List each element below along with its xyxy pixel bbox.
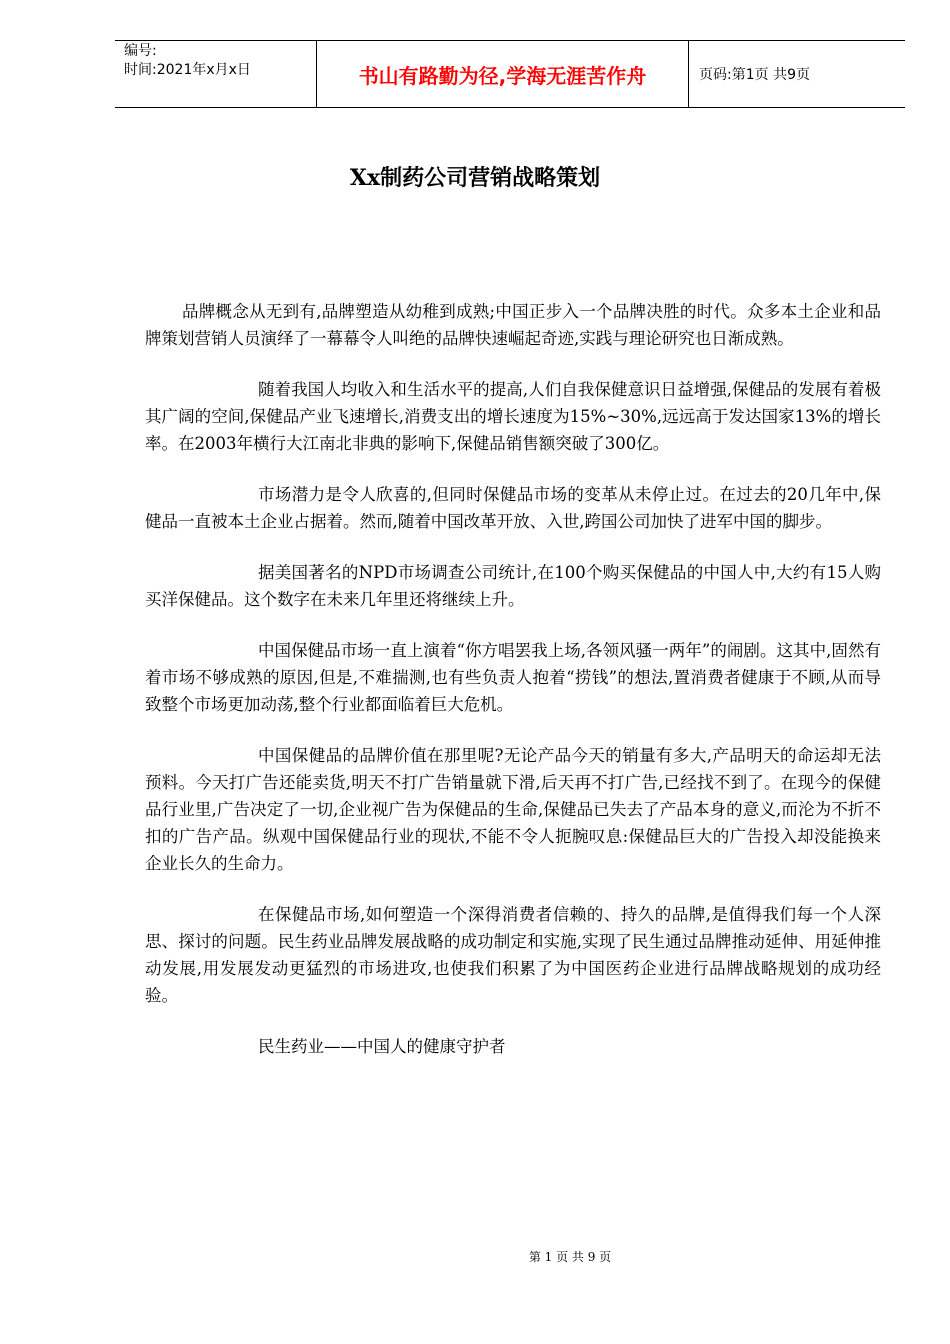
paragraph: 品牌概念从无到有,品牌塑造从幼稚到成熟;中国正步入一个品牌决胜的时代。众多本土企业和品牌策划营销人员演绎了一幕幕令人叫绝的品牌快速崛起奇迹,实践与理论研究也日渐成熟。 (145, 302, 881, 348)
document-title: Xx制药公司营销战略策划 (349, 165, 601, 191)
page-header (115, 40, 905, 108)
document-number: 编号: (124, 43, 157, 59)
document-body (145, 298, 881, 1084)
paragraph: 随着我国人均收入和生活水平的提高,人们自我保健意识日益增强,保健品的发展有着极其广阔的空间,保健品产业飞速增长,消费支出的增长速度为15%~30%,远远高于发达国家13%的增长率。在2003年横行大江南北非典的影响下,保健品销售额突破了300亿。 (145, 380, 881, 453)
page-footer: 第 1 页 共 9 页 (528, 1250, 612, 1264)
header-motto: 书山有路勤为径,学海无涯苦作舟 (316, 41, 689, 107)
header-page-number: 页码:第1页 共9页 (699, 67, 810, 83)
document-time: 时间:2021年x月x日 (124, 62, 251, 78)
paragraph: 据美国著名的NPD市场调查公司统计,在100个购买保健品的中国人中,大约有15人购买洋保健品。这个数字在未来几年里还将继续上升。 (145, 563, 881, 609)
paragraph: 中国保健品的品牌价值在那里呢?无论产品今天的销量有多大,产品明天的命运却无法预料。今天打广告还能卖货,明天不打广告销量就下滑,后天再不打广告,已经找不到了。在现今的保健品行业里,广告决定了一切,企业视广告为保健品的生命,保健品已失去了产品本身的意义,而沦为不折不扣的广告产品。纵观中国保健品行业的现状,不能不令人扼腕叹息:保健品巨大的广告投入却没能换来企业长久的生命力。 (145, 746, 881, 873)
header-meta (115, 41, 316, 107)
section-heading: 民生药业——中国人的健康守护者 (258, 1037, 506, 1056)
paragraph: 在保健品市场,如何塑造一个深得消费者信赖的、持久的品牌,是值得我们每一个人深思、探讨的问题。民生药业品牌发展战略的成功制定和实施,实现了民生通过品牌推动延伸、用延伸推动发展,用发展发动更猛烈的市场进攻,也使我们积累了为中国医药企业进行品牌战略规划的成功经验。 (145, 905, 881, 1005)
paragraph: 中国保健品市场一直上演着“你方唱罢我上场,各领风骚一两年”的闹剧。这其中,固然有着市场不够成熟的原因,但是,不难揣测,也有些负责人抱着“捞钱”的想法,置消费者健康于不顾,从而导致整个市场更加动荡,整个行业都面临着巨大危机。 (145, 641, 881, 714)
paragraph: 市场潜力是令人欣喜的,但同时保健品市场的变革从未停止过。在过去的20几年中,保健品一直被本土企业占据着。然而,随着中国改革开放、入世,跨国公司加快了进军中国的脚步。 (145, 485, 881, 531)
